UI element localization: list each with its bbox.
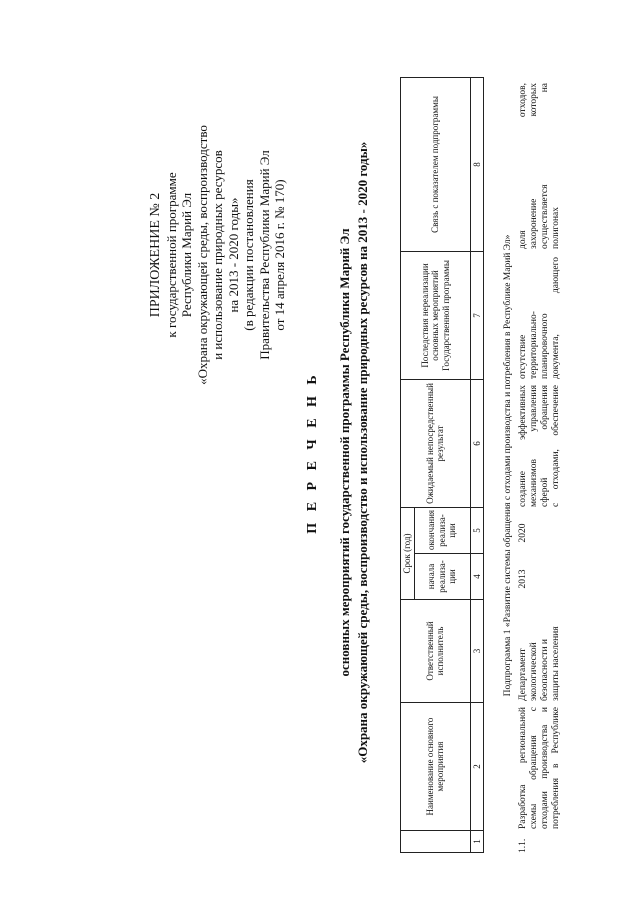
column-number: 5 bbox=[470, 507, 484, 553]
header-line: к государственной программе bbox=[163, 172, 179, 338]
header-line: (в редакции постановления bbox=[241, 179, 256, 331]
row-end-year bbox=[518, 513, 529, 553]
row-text-line: отходами производства и bbox=[540, 707, 550, 829]
header-cell-consequence: Последствия нереализации основных мероприятий Государственной программы bbox=[401, 251, 471, 379]
column-number: 1 bbox=[470, 831, 484, 853]
header-cell-name: Наименование основного мероприятия bbox=[401, 703, 471, 831]
row-text-line: создание эффективных bbox=[518, 385, 528, 507]
header-cell-executor: Ответственный исполнитель bbox=[401, 600, 471, 703]
header-cell-start: начала реализа- ции bbox=[414, 554, 470, 600]
row-text-line: планировочного bbox=[540, 313, 550, 379]
row-start-year bbox=[518, 559, 529, 599]
header-line: ПРИЛОЖЕНИЕ № 2 bbox=[148, 192, 163, 318]
document-title: П Е Р Е Ч Е Н Ь bbox=[305, 371, 320, 534]
header-cell-num bbox=[401, 831, 471, 853]
activities-table bbox=[400, 77, 484, 853]
row-text-line: безопасности и bbox=[540, 639, 550, 701]
row-expected-result bbox=[518, 385, 562, 507]
header-cell-result: Ожидаемый непосредственный результат bbox=[401, 379, 471, 507]
subprogram-heading: Подпрограмма 1 «Развитие системы обращения с отходами производства и потребления в Республике Марий Эл» bbox=[503, 234, 513, 697]
row-text-line: защиты населения bbox=[551, 626, 561, 701]
header-line: Правительства Республики Марий Эл bbox=[256, 150, 272, 360]
row-indicator-link bbox=[518, 83, 562, 249]
column-number: 4 bbox=[470, 554, 484, 600]
column-number: 7 bbox=[470, 251, 484, 379]
header-line: Республики Марий Эл bbox=[179, 192, 194, 318]
row-consequence bbox=[518, 257, 562, 379]
header-cell-end: окончания реализа- ции bbox=[414, 507, 470, 553]
header-cell-link: Связь с показателем подпрограммы bbox=[401, 77, 471, 251]
row-number-text: 1.1. bbox=[518, 838, 528, 853]
row-text-line: отсутствие bbox=[518, 334, 528, 379]
row-text-line: документа, дающего bbox=[551, 257, 561, 379]
header-line: на 2013 - 2020 годы» bbox=[225, 197, 241, 313]
row-text-line: территориально- bbox=[529, 311, 539, 379]
column-number: 8 bbox=[470, 77, 484, 251]
row-executor bbox=[518, 603, 562, 701]
row-text-line: схемы обращения с bbox=[529, 707, 539, 829]
row-number bbox=[518, 833, 529, 853]
row-text-line: 2013 bbox=[518, 569, 528, 589]
row-text-line: механизмов управления bbox=[529, 385, 539, 507]
header-line: «Охрана окружающей среды, воспроизводство bbox=[194, 125, 210, 385]
row-text-line: полигонах bbox=[551, 207, 561, 249]
row-text-line: осуществляется на bbox=[540, 83, 550, 249]
row-activity-name bbox=[518, 707, 562, 829]
column-number: 6 bbox=[470, 379, 484, 507]
header-cell-term: Срок (год) bbox=[401, 507, 415, 599]
header-line: от 14 апреля 2016 г. № 170) bbox=[272, 179, 287, 331]
row-text-line: экологической bbox=[529, 642, 539, 701]
row-text-line: Департамент bbox=[518, 648, 528, 701]
row-text-line: Разработка региональной bbox=[518, 707, 528, 829]
row-text-line: 2020 bbox=[518, 523, 528, 543]
row-text-line: захоронение которых bbox=[529, 83, 539, 249]
program-name: «Охрана окружающей среды, воспроизводство и использование природных ресурсов на 2013 - 2020 годы» bbox=[355, 141, 370, 764]
row-text-line: потребления в Республике bbox=[551, 707, 561, 829]
row-text-line: с отходами, обеспечение bbox=[551, 385, 561, 507]
column-number: 2 bbox=[470, 703, 484, 831]
row-text-line: сферой обращения bbox=[540, 385, 550, 507]
header-line: и использование природных ресурсов bbox=[210, 150, 225, 360]
column-number: 3 bbox=[470, 600, 484, 703]
row-text-line: доля отходов, bbox=[518, 83, 528, 249]
appendix-header bbox=[148, 105, 288, 405]
document-subtitle: основных мероприятий государственной программы Республики Марий Эл bbox=[337, 228, 352, 677]
